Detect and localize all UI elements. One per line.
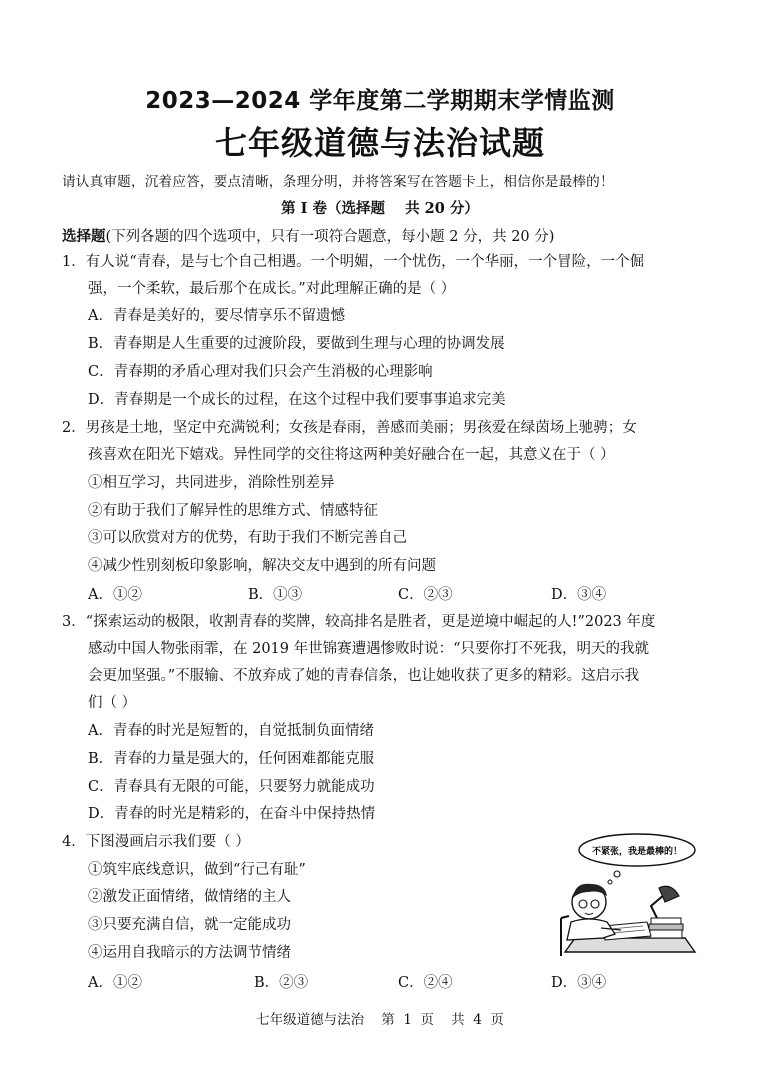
section-intro-text: (下列各题的四个选项中，只有一项符合题意，每小题 2 分，共 20 分): [105, 229, 555, 245]
section-heading: 第 I 卷（选择题 共 20 分）: [281, 200, 479, 217]
comic-speech-text: 不紧张，我是最棒的！: [591, 847, 683, 857]
lamp-shade: [659, 886, 679, 902]
exam-subtitle: 七年级道德与法治试题: [214, 124, 545, 162]
question-4-choice-b: B．②③: [254, 975, 309, 991]
section-intro: [62, 225, 554, 246]
section-intro-label: 选择题: [62, 229, 106, 245]
question-4-item-3: ③只要充满自信，就一定能成功: [88, 917, 291, 933]
question-3-stem-line-2: 感动中国人物张雨霏，在 2019 年世锦赛遭遇惨败时说：“只要你打不死我，明天的我就: [88, 641, 650, 657]
question-3-option-d: D．青春的时光是精彩的，在奋斗中保持热情: [88, 806, 376, 822]
question-3-option-c: C．青春具有无限的可能，只要努力就能成功: [88, 779, 375, 795]
desk: [565, 938, 695, 952]
question-4-item-4: ④运用自我暗示的方法调节情绪: [88, 945, 291, 961]
question-1-option-c: C．青春期的矛盾心理对我们只会产生消极的心理影响: [88, 364, 433, 380]
question-1-option-b: B．青春期是人生重要的过渡阶段，要做到生理与心理的协调发展: [88, 336, 505, 352]
comic-illustration: [555, 826, 700, 961]
page-footer: 七年级道德与法治 第 1 页 共 4 页: [256, 1012, 504, 1028]
exam-instruction: 请认真审题，沉着应答，要点清晰，条理分明，并将答案写在答题卡上，相信你是最棒的！: [62, 174, 614, 190]
question-4-item-1: ①筑牢底线意识，做到“行己有耻”: [88, 862, 306, 878]
question-3-option-a: A．青春的时光是短暂的，自觉抵制负面情绪: [88, 723, 374, 739]
question-1-option-a: A．青春是美好的，要尽情享乐不留遗憾: [88, 308, 345, 324]
exam-title: 2023—2024 学年度第二学期期末学情监测: [145, 88, 615, 114]
question-2-item-3: ③可以欣赏对方的优势，有助于我们不断完善自己: [88, 530, 407, 546]
question-4-choice-a: A．①②: [88, 975, 142, 991]
question-3-option-b: B．青春的力量是强大的，任何困难都能克服: [88, 751, 375, 767]
question-2-choice-a: A．①②: [88, 587, 142, 603]
question-2-choice-b: B．①③: [248, 587, 303, 603]
question-2-stem-line-2: 孩喜欢在阳光下嬉戏。异性同学的交往将这两种美好融合在一起，其意义在于（ ）: [88, 447, 615, 463]
question-4-choice-c: C．②④: [398, 975, 453, 991]
question-3-stem-line-3: 会更加坚强。”不服输、不放弃成了她的青春信条，也让她收获了更多的精彩。这启示我: [88, 668, 640, 684]
question-4-stem: 4．下图漫画启示我们要（ ）: [62, 834, 250, 850]
book-stack: [650, 930, 682, 938]
question-1-stem-line-1: 1．有人说“青春，是与七个自己相遇。一个明媚，一个忧伤，一个华丽，一个冒险，一个倔: [62, 254, 645, 270]
question-2-choice-d: D．③④: [551, 587, 607, 603]
question-1-stem-line-2: 强，一个柔软，最后那个在成长。”对此理解正确的是（ ）: [88, 281, 456, 297]
question-3-stem-line-4: 们（ ）: [88, 695, 137, 711]
question-2-stem-line-1: 2．男孩是土地，坚定中充满锐利；女孩是春雨，善感而美丽；男孩爱在绿茵场上驰骋；女: [62, 420, 637, 436]
question-4-choice-d: D．③④: [551, 975, 607, 991]
question-2-item-4: ④减少性别刻板印象影响，解决交友中遇到的所有问题: [88, 558, 436, 574]
question-2-item-1: ①相互学习，共同进步，消除性别差异: [88, 475, 335, 491]
question-4-item-2: ②激发正面情绪，做情绪的主人: [88, 889, 291, 905]
question-3-stem-line-1: 3．“探索运动的极限，收割青春的奖牌，较高排名是胜者，更是逆境中崛起的人!”2023 年度: [62, 614, 656, 630]
student-body: [567, 919, 615, 940]
question-2-choice-c: C．②③: [398, 587, 453, 603]
question-2-item-2: ②有助于我们了解异性的思维方式、情感特征: [88, 503, 378, 519]
question-1-option-d: D．青春期是一个成长的过程，在这个过程中我们要事事追求完美: [88, 392, 506, 408]
